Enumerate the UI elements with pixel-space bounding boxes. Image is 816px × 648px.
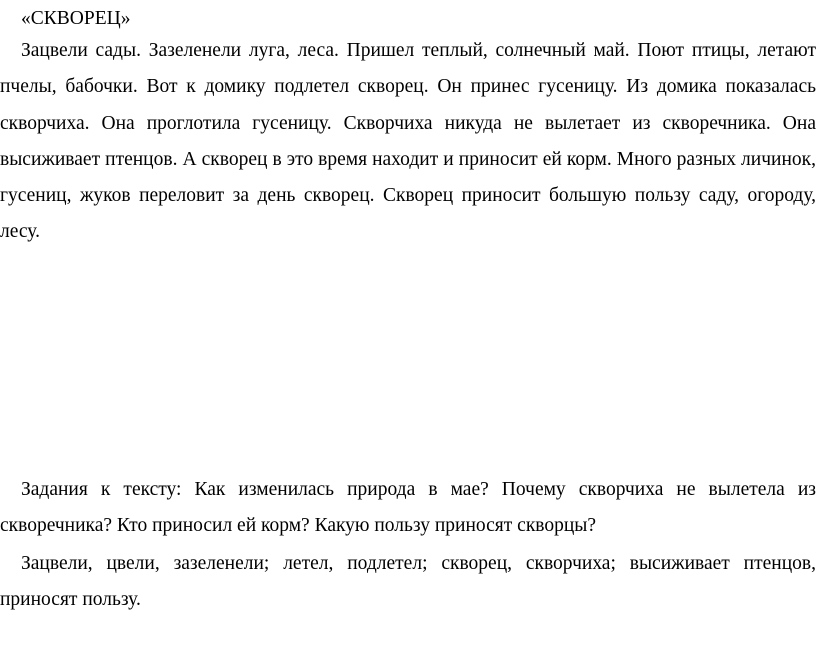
word-list-paragraph: Зацвели, цвели, зазеленели; летел, подлетел; скворец, скворчиха; высиживает птенцов, приносят пользу. [0, 553, 816, 611]
story-paragraph: Зацвели сады. Зазеленели луга, леса. Пришел теплый, солнечный май. Поют птицы, летают пчелы, бабочки. Вот к домику подлетел скворец. Он принес гусеницу. Из домика показалась скворчиха. Она проглотила гусеницу. Скворчиха никуда не вылетает из скворечника. Она высиживает птенцов. А скворец в это время находит и приносит ей корм. Много разных личинок, гусениц, жуков переловит за день скворец. Скворец приносит большую пользу саду, огороду, лесу. [0, 40, 816, 243]
tasks-paragraph: Задания к тексту: Как изменилась природа в мае? Почему скворчиха не вылетела из скворечника? Кто приносил ей корм? Какую пользу приносят скворцы? [0, 479, 816, 537]
story-title: «СКВОРЕЦ» [21, 8, 131, 29]
